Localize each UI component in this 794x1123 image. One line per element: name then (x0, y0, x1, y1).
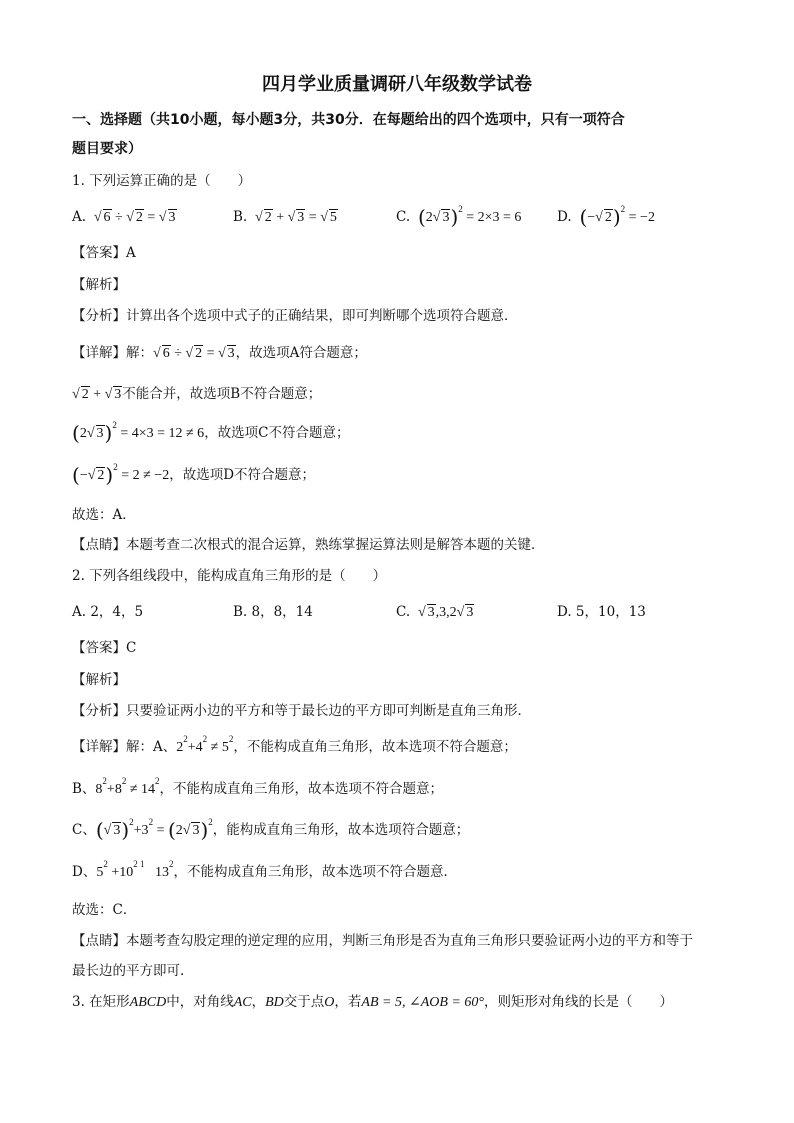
q1-option-b: B. √ 2 + √ 3 = √ 5 (233, 209, 337, 225)
q1-detail-c: (2√ 3)$^2$ = 4×3 = 12 ≠ 6，故选项C不符合题意； (72, 420, 350, 445)
q1-option-c: C. (2√ 3)$^2$ = 2×3 = 6 (396, 204, 522, 229)
q2-analysis-tag: 【解析】 (72, 672, 126, 688)
q1-option-c-formula: (2√ 3)$^2$ = 2×3 = 6 (417, 204, 522, 229)
section-heading-line2: 题目要求） (72, 141, 142, 157)
q2-option-c: C. √ 3,3,2√ 3 (396, 604, 474, 620)
q2-detail-c-formula: (√ $3)^2+3^2 = (2√$ 3)$^2$ (95, 817, 213, 842)
q1-detail-c-formula: (2√ 3)$^2$ = 4×3 = 12 ≠ 6 (72, 420, 205, 445)
q2-detail-d: D、$5^2 +10^{2 1}$ $13^2$，不能构成直角三角形，故本选项不符合题意． (72, 859, 457, 880)
q2-comment-line1: 【点睛】本题考查勾股定理的逆定理的应用，判断三角形是否为直角三角形只要验证两小边的平方和等于 (72, 933, 693, 949)
q1-detail-b: √ 2 + √ 3不能合并，故选项B不符合题意； (72, 386, 322, 402)
page-title: 四月学业质量调研八年级数学试卷 (262, 74, 532, 95)
q3-stem: 3. 在矩形ABCD中，对角线AC，BD交于点O，若AB = 5, ∠AOB = 60°，则矩形对角线的长是（ ） (72, 994, 673, 1010)
q1-option-a-formula: √ 6 ÷ √ 2 = √ 3 (90, 210, 176, 225)
q2-option-b: B. 8，8，14 (233, 604, 313, 620)
q1-detail-a: 【详解】解：√ 6 ÷ √ 2 = √ 3，故选项A符合题意； (72, 345, 367, 361)
q2-detail-a: 【详解】解：A、$2^2+4^2 \ne 5^2$，不能构成直角三角形，故本选项不符合题意； (72, 734, 517, 755)
q2-option-a: A. 2，4，5 (72, 604, 144, 620)
q1-analysis-tag: 【解析】 (72, 277, 126, 293)
q1-choose: 故选：A． (72, 507, 136, 523)
q1-answer: 【答案】A (72, 245, 136, 261)
q1-analysis: 【分析】计算出各个选项中式子的正确结果，即可判断哪个选项符合题意． (72, 308, 518, 324)
q2-choose: 故选：C． (72, 902, 137, 918)
q1-option-b-formula: √ 2 + √ 3 = √ 5 (251, 210, 337, 225)
q2-detail-d-formula: $5^2 +10^{2 1}$ $13^2$ (96, 859, 174, 880)
q2-option-d: D. 5，10，13 (557, 604, 646, 620)
q1-detail-b-formula: √ 2 + √ 3 (72, 387, 122, 402)
q2-detail-b: B、$8^2+8^2 \ne 14^2$，不能构成直角三角形，故本选项不符合题意； (72, 776, 444, 797)
q1-stem: 1. 下列运算正确的是（ ） (72, 173, 252, 189)
q1-detail-d-formula: (−√ 2)$^2$ = 2 ≠ −2 (72, 462, 170, 487)
q2-comment-line2: 最长边的平方即可． (72, 963, 194, 979)
q2-detail-a-formula: $2^2+4^2 \ne 5^2$ (176, 734, 234, 755)
q2-detail-b-formula: $8^2+8^2 \ne 14^2$ (95, 776, 160, 797)
q1-option-a: A. √ 6 ÷ √ 2 = √ 3 (72, 209, 176, 225)
q2-detail-c: C、(√ $3)^2+3^2 = (2√$ 3)$^2$，能构成直角三角形，故本选项符合题意； (72, 817, 470, 842)
q2-answer: 【答案】C (72, 640, 137, 656)
q1-detail-a-formula: √ 6 ÷ √ 2 = √ 3 (153, 346, 235, 361)
section-heading-line1: 一、选择题（共10小题，每小题3分，共30分．在每题给出的四个选项中，只有一项符合 (72, 112, 625, 128)
q1-comment: 【点睛】本题考查二次根式的混合运算，熟练掌握运算法则是解答本题的关键． (72, 537, 545, 553)
q2-option-c-formula: √ 3,3,2√ 3 (414, 605, 474, 620)
q2-analysis: 【分析】只要验证两小边的平方和等于最长边的平方即可判断是直角三角形． (72, 703, 531, 719)
q2-stem: 2. 下列各组线段中，能构成直角三角形的是（ ） (72, 568, 387, 584)
q1-option-d: D. (−√ 2)$^2$ = −2 (557, 204, 655, 229)
q1-option-d-formula: (−√ 2)$^2$ = −2 (579, 204, 655, 229)
q1-detail-d: (−√ 2)$^2$ = 2 ≠ −2，故选项D不符合题意； (72, 462, 316, 487)
